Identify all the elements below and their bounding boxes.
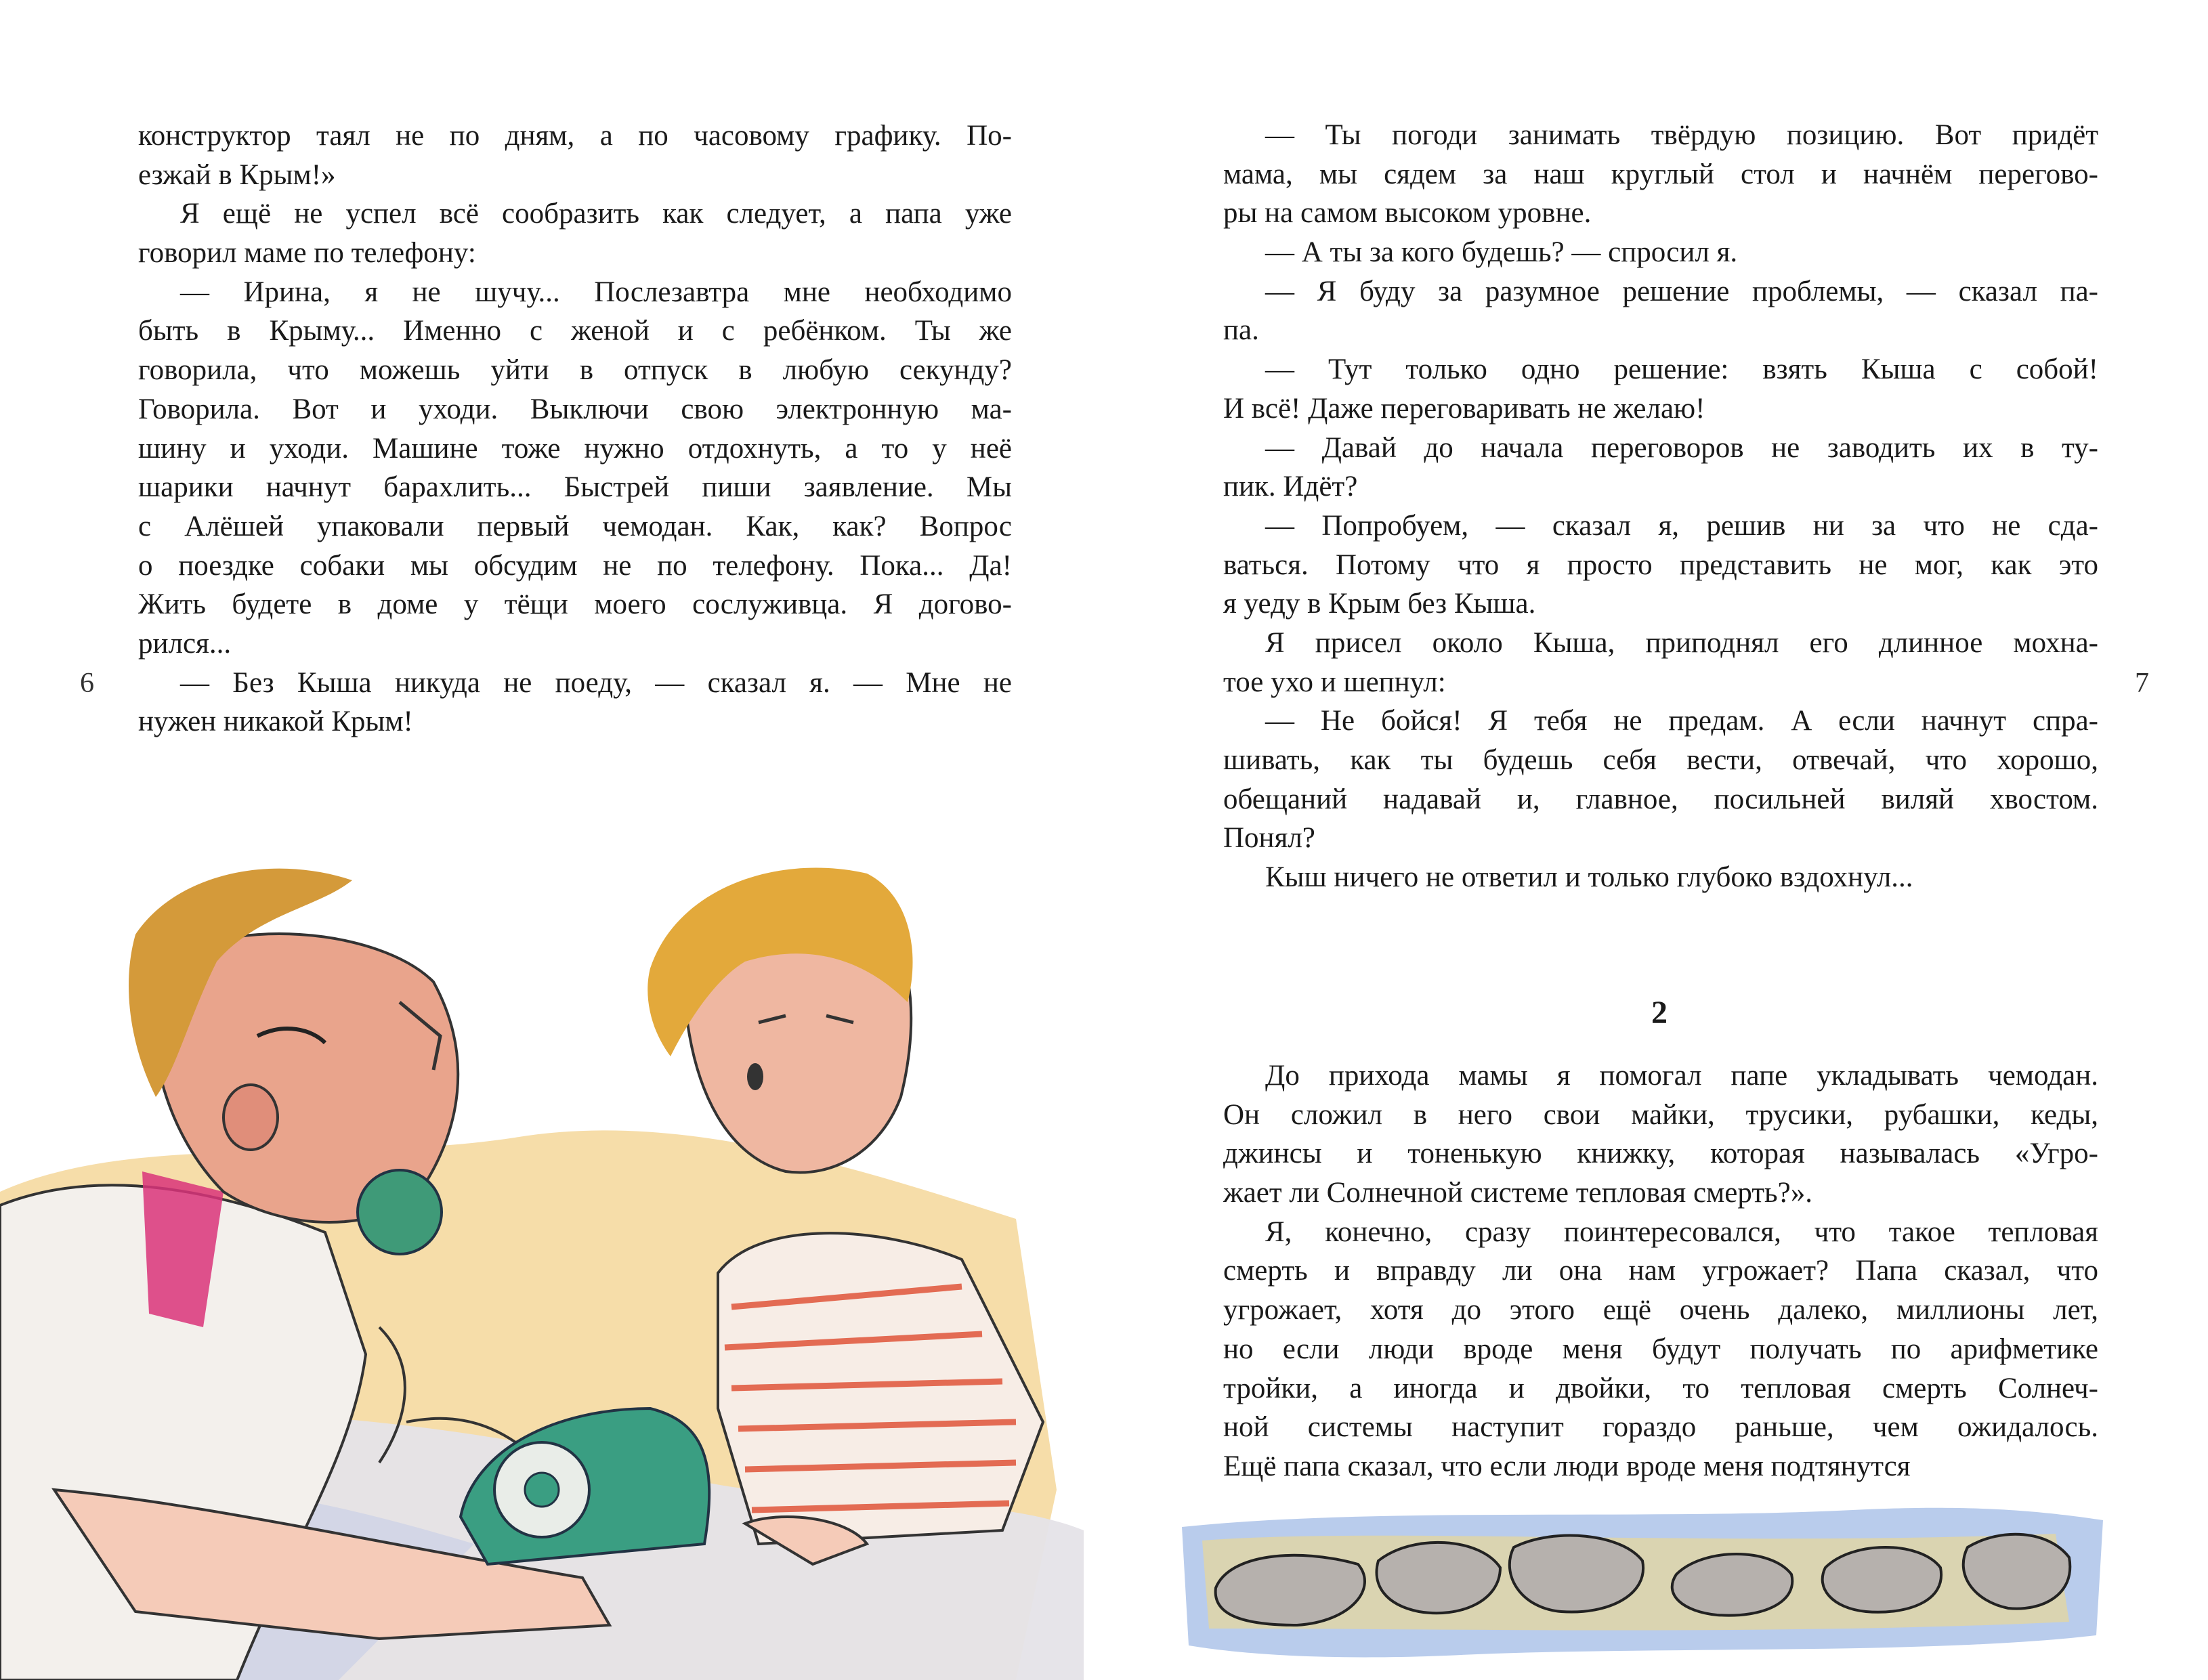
text-line: — А ты за кого будешь? — спросил я. xyxy=(1265,236,1738,269)
text-line: пик. Идёт? xyxy=(1223,471,1358,503)
right-page-text xyxy=(1223,116,2098,897)
text-line: — Давай до начала переговоров не заводить их в ту- xyxy=(1265,431,2098,464)
text-line: — Тут только одно решение: взять Кыша с собой! xyxy=(1265,353,2098,386)
text-line: говорил маме по телефону: xyxy=(138,237,476,270)
text-line: — Ирина, я не шучу... Послезавтра мне необходимо xyxy=(180,276,1012,308)
text-line: — Ты погоди занимать твёрдую позицию. Вот придёт xyxy=(1265,119,2098,151)
text-line: ры на самом высоком уровне. xyxy=(1223,197,1592,230)
text-line: рился... xyxy=(138,627,232,660)
text-line: конструктор таял не по дням, а по часовому графику. По- xyxy=(138,120,1012,152)
text-line: обещаний надавай и, главное, посильней виляй хвостом. xyxy=(1223,783,2098,815)
text-line: Кыш ничего не ответил и только глубоко вздохнул... xyxy=(1265,861,1913,894)
text-line: До прихода мамы я помогал папе укладывать чемодан. xyxy=(1265,1060,2098,1092)
text-line: быть в Крыму... Именно с женой и с ребёнком. Ты же xyxy=(138,315,1012,347)
text-line: — Я буду за разумное решение проблемы, — сказал па- xyxy=(1265,275,2098,307)
text-line: жает ли Солнечной системе тепловая смерть?». xyxy=(1223,1177,1812,1209)
text-line: ваться. Потому что я просто представить не мог, как это xyxy=(1223,548,2098,581)
text-line: ной системы наступит гораздо раньше, чем ожидалось. xyxy=(1223,1411,2098,1444)
text-line: Я, конечно, сразу поинтересовался, что такое тепловая xyxy=(1265,1215,2098,1248)
decorative-stones-border xyxy=(1175,1500,2110,1662)
text-line: Он сложил в него свои майки, трусики, рубашки, кеды, xyxy=(1223,1098,2098,1131)
page-number-right: 7 xyxy=(2135,668,2149,699)
text-line: езжай в Крым!» xyxy=(138,158,336,191)
page-number-left: 6 xyxy=(80,668,94,699)
text-line: говорила, что можешь уйти в отпуск в любую секунду? xyxy=(138,354,1012,387)
chapter-heading: 2 xyxy=(1651,995,1668,1031)
text-line: — Не бойся! Я тебя не предам. А если начнут спра- xyxy=(1265,705,2098,737)
text-line: Ещё папа сказал, что если люди вроде меня подтянутся xyxy=(1223,1450,1911,1482)
text-line: угрожает, хотя до этого ещё очень далеко, миллионы лет, xyxy=(1223,1294,2098,1327)
text-line: шарики начнут барахлить... Быстрей пиши заявление. Мы xyxy=(138,471,1012,504)
text-line: с Алёшей упаковали первый чемодан. Как, как? Вопрос xyxy=(138,510,1012,542)
text-line: Я ещё не успел всё сообразить как следует, а папа уже xyxy=(180,198,1012,230)
text-line: тое ухо и шепнул: xyxy=(1223,666,1446,698)
chapter-text xyxy=(1223,1056,2098,1486)
text-line: па. xyxy=(1223,314,1259,347)
text-line: И всё! Даже переговаривать не желаю! xyxy=(1223,392,1705,425)
text-line: — Без Кыша никуда не поеду, — сказал я. — Мне не xyxy=(180,666,1012,699)
text-line: Говорила. Вот и уходи. Выключи свою электронную ма- xyxy=(138,393,1012,425)
text-line: Я присел около Кыша, приподнял его длинное мохна- xyxy=(1265,626,2098,659)
text-line: Жить будете в доме у тёщи моего сослуживца. Я догово- xyxy=(138,588,1012,621)
illustration-father-and-son xyxy=(0,813,1097,1680)
text-line: джинсы и тоненькую книжку, которая называлась «Угро- xyxy=(1223,1138,2098,1170)
text-line: Понял? xyxy=(1223,822,1315,855)
text-line: мама, мы сядем за наш круглый стол и начнём перегово- xyxy=(1223,158,2098,190)
text-line: я уеду в Крым без Кыша. xyxy=(1223,588,1536,620)
left-page-text xyxy=(138,116,1012,741)
text-line: шивать, как ты будешь себя вести, отвечай, что хорошо, xyxy=(1223,744,2098,776)
text-line: о поездке собаки мы обсудим не по телефону. Пока... Да! xyxy=(138,549,1012,582)
text-line: шину и уходи. Машине тоже нужно отдохнуть, а то у неё xyxy=(138,432,1012,465)
text-line: но если люди вроде меня будут получать по арифметике xyxy=(1223,1333,2098,1365)
text-line: смерть и вправду ли она нам угрожает? Папа сказал, что xyxy=(1223,1255,2098,1287)
text-line: — Попробуем, — сказал я, решив ни за что не сда- xyxy=(1265,509,2098,542)
text-line: тройки, а иногда и двойки, то тепловая смерть Солнеч- xyxy=(1223,1372,2098,1404)
text-line: нужен никакой Крым! xyxy=(138,706,413,738)
